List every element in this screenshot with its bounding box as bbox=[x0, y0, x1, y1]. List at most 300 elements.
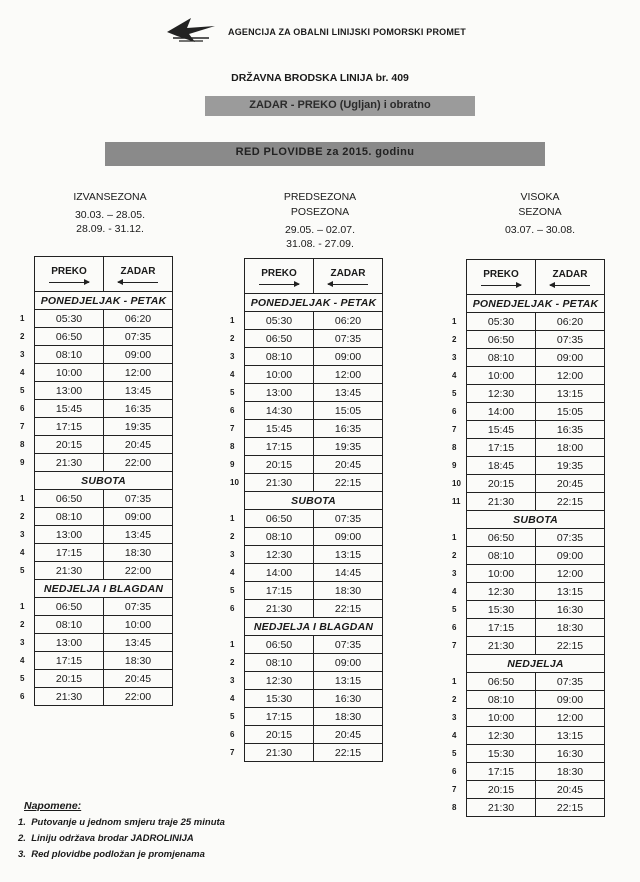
departure-zadar: 09:00 bbox=[104, 508, 173, 526]
direction-label: ZADAR bbox=[120, 265, 156, 277]
row-number: 1 bbox=[230, 514, 235, 523]
departure-zadar: 13:45 bbox=[104, 382, 173, 400]
table-row bbox=[20, 364, 173, 382]
departure-zadar: 13:15 bbox=[536, 727, 605, 745]
departure-preko: 13:00 bbox=[35, 634, 104, 652]
season-name: SEZONA bbox=[518, 206, 562, 218]
season-dates bbox=[250, 223, 390, 251]
departure-zadar: 16:30 bbox=[536, 601, 605, 619]
season-date-range: 28.09. - 31.12. bbox=[76, 223, 144, 235]
departure-preko: 06:50 bbox=[467, 331, 536, 349]
table-row bbox=[452, 673, 605, 691]
table-row bbox=[230, 312, 383, 330]
departure-preko: 08:10 bbox=[245, 348, 314, 366]
departure-preko: 14:30 bbox=[245, 402, 314, 420]
departure-preko: 21:30 bbox=[245, 474, 314, 492]
departure-preko: 10:00 bbox=[245, 366, 314, 384]
section-title: SUBOTA bbox=[467, 511, 605, 529]
season-name: PREDSEZONA bbox=[283, 191, 357, 203]
table-row bbox=[452, 349, 605, 367]
departure-preko: 06:50 bbox=[467, 673, 536, 691]
table-row bbox=[230, 348, 383, 366]
row-number: 4 bbox=[230, 694, 235, 703]
departure-preko: 21:30 bbox=[35, 454, 104, 472]
table-row bbox=[230, 438, 383, 456]
departure-zadar: 07:35 bbox=[104, 490, 173, 508]
table-row bbox=[230, 708, 383, 726]
departure-zadar: 12:00 bbox=[314, 366, 383, 384]
row-number: 10 bbox=[230, 478, 239, 487]
row-number: 8 bbox=[452, 803, 457, 812]
departure-zadar: 06:20 bbox=[314, 312, 383, 330]
departure-preko: 21:30 bbox=[467, 637, 536, 655]
row-number: 5 bbox=[20, 674, 25, 683]
notes-section bbox=[18, 800, 225, 860]
section-title: SUBOTA bbox=[245, 492, 383, 510]
note-text: Red plovidbe podložan je promjenama bbox=[31, 849, 205, 860]
departure-preko: 21:30 bbox=[245, 600, 314, 618]
departure-preko: 08:10 bbox=[467, 691, 536, 709]
direction-label: PREKO bbox=[51, 265, 87, 277]
row-number-blank bbox=[20, 580, 35, 598]
departure-preko: 15:45 bbox=[35, 400, 104, 418]
row-number: 3 bbox=[20, 350, 25, 359]
departure-preko: 06:50 bbox=[35, 598, 104, 616]
table-row bbox=[20, 688, 173, 706]
departure-zadar: 09:00 bbox=[536, 691, 605, 709]
direction-preko bbox=[35, 257, 104, 292]
arrow-right-icon bbox=[259, 284, 299, 285]
table-row bbox=[452, 601, 605, 619]
table-row bbox=[452, 691, 605, 709]
row-number: 3 bbox=[452, 569, 457, 578]
row-number: 4 bbox=[230, 568, 235, 577]
departure-preko: 08:10 bbox=[467, 547, 536, 565]
departure-preko: 20:15 bbox=[245, 726, 314, 744]
table-row bbox=[230, 510, 383, 528]
departure-preko: 21:30 bbox=[467, 799, 536, 817]
row-number: 5 bbox=[230, 712, 235, 721]
table-row bbox=[20, 436, 173, 454]
departure-preko: 20:15 bbox=[467, 781, 536, 799]
row-number: 5 bbox=[20, 386, 25, 395]
departure-preko: 13:00 bbox=[245, 384, 314, 402]
row-number: 3 bbox=[452, 713, 457, 722]
section-header-row bbox=[20, 472, 173, 490]
section-header-row bbox=[452, 295, 605, 313]
table-row bbox=[20, 634, 173, 652]
section-header-row bbox=[230, 492, 383, 510]
departure-preko: 17:15 bbox=[35, 544, 104, 562]
departure-preko: 21:30 bbox=[35, 562, 104, 580]
row-number: 1 bbox=[20, 602, 25, 611]
departure-zadar: 22:00 bbox=[104, 688, 173, 706]
row-number: 6 bbox=[20, 692, 25, 701]
departure-preko: 06:50 bbox=[245, 510, 314, 528]
table-row bbox=[20, 490, 173, 508]
row-number-blank bbox=[452, 295, 467, 313]
departure-zadar: 18:00 bbox=[536, 439, 605, 457]
season-header bbox=[470, 190, 610, 237]
table-row bbox=[230, 726, 383, 744]
departure-preko: 15:30 bbox=[467, 745, 536, 763]
table-row bbox=[230, 402, 383, 420]
table-row bbox=[452, 331, 605, 349]
departure-zadar: 12:00 bbox=[536, 367, 605, 385]
table-row bbox=[230, 384, 383, 402]
direction-label: ZADAR bbox=[552, 268, 588, 280]
direction-zadar bbox=[104, 257, 173, 292]
row-number: 4 bbox=[20, 548, 25, 557]
row-number: 5 bbox=[452, 389, 457, 398]
row-number: 8 bbox=[452, 443, 457, 452]
direction-zadar bbox=[536, 260, 605, 295]
departure-zadar: 20:45 bbox=[314, 726, 383, 744]
departure-preko: 06:50 bbox=[245, 636, 314, 654]
row-number-blank bbox=[230, 294, 245, 312]
arrow-right-icon bbox=[481, 285, 521, 286]
table-row bbox=[452, 637, 605, 655]
departure-preko: 13:00 bbox=[35, 382, 104, 400]
departure-preko: 08:10 bbox=[35, 346, 104, 364]
departure-zadar: 09:00 bbox=[314, 654, 383, 672]
row-number: 2 bbox=[20, 332, 25, 341]
row-number-blank bbox=[20, 472, 35, 490]
arrow-left-icon bbox=[328, 284, 368, 285]
departure-preko: 08:10 bbox=[245, 654, 314, 672]
departure-preko: 05:30 bbox=[467, 313, 536, 331]
section-header-row bbox=[230, 618, 383, 636]
departure-zadar: 16:35 bbox=[314, 420, 383, 438]
season-name: POSEZONA bbox=[290, 206, 350, 218]
row-number: 6 bbox=[452, 767, 457, 776]
table-row bbox=[230, 456, 383, 474]
departure-preko: 20:15 bbox=[245, 456, 314, 474]
departure-preko: 15:30 bbox=[245, 690, 314, 708]
table-row bbox=[452, 745, 605, 763]
departure-preko: 10:00 bbox=[467, 367, 536, 385]
season-date-range: 03.07. – 30.08. bbox=[504, 224, 576, 236]
row-number-blank bbox=[452, 511, 467, 529]
table-row bbox=[20, 346, 173, 364]
season-date-range: 31.08. - 27.09. bbox=[286, 238, 354, 250]
departure-zadar: 13:15 bbox=[314, 672, 383, 690]
departure-preko: 20:15 bbox=[35, 670, 104, 688]
departure-zadar: 09:00 bbox=[314, 348, 383, 366]
departure-preko: 17:15 bbox=[467, 439, 536, 457]
table-row bbox=[452, 709, 605, 727]
arrow-left-icon bbox=[550, 285, 590, 286]
row-number: 10 bbox=[452, 479, 461, 488]
table-row bbox=[20, 670, 173, 688]
departure-zadar: 16:35 bbox=[104, 400, 173, 418]
table-row bbox=[20, 526, 173, 544]
schedule-title: RED PLOVIDBE za 2015. godinu bbox=[235, 146, 415, 158]
table-row bbox=[452, 493, 605, 511]
line-number: DRŽAVNA BRODSKA LINIJA br. 409 bbox=[231, 72, 409, 84]
table-row bbox=[452, 367, 605, 385]
table-row bbox=[452, 439, 605, 457]
table-row bbox=[230, 366, 383, 384]
table-row bbox=[20, 544, 173, 562]
departure-zadar: 13:45 bbox=[104, 634, 173, 652]
table-row bbox=[230, 330, 383, 348]
table-row bbox=[230, 636, 383, 654]
direction-label: ZADAR bbox=[330, 267, 366, 279]
row-number: 4 bbox=[230, 370, 235, 379]
row-number: 7 bbox=[452, 425, 457, 434]
departure-preko: 12:30 bbox=[245, 672, 314, 690]
departure-zadar: 19:35 bbox=[314, 438, 383, 456]
arrow-left-icon bbox=[118, 282, 158, 283]
row-number: 7 bbox=[230, 424, 235, 433]
departure-preko: 20:15 bbox=[35, 436, 104, 454]
departure-preko: 15:30 bbox=[467, 601, 536, 619]
departure-preko: 10:00 bbox=[35, 364, 104, 382]
season-name: IZVANSEZONA bbox=[73, 191, 147, 203]
departure-zadar: 12:00 bbox=[104, 364, 173, 382]
departure-preko: 15:45 bbox=[245, 420, 314, 438]
row-number: 7 bbox=[452, 785, 457, 794]
row-number: 3 bbox=[230, 550, 235, 559]
departure-zadar: 16:30 bbox=[314, 690, 383, 708]
row-number: 7 bbox=[20, 422, 25, 431]
table-row bbox=[20, 310, 173, 328]
table-row bbox=[452, 763, 605, 781]
row-number: 6 bbox=[452, 623, 457, 632]
row-number: 6 bbox=[20, 404, 25, 413]
row-number: 1 bbox=[452, 677, 457, 686]
departure-preko: 08:10 bbox=[245, 528, 314, 546]
row-number: 1 bbox=[20, 494, 25, 503]
direction-row bbox=[230, 259, 383, 294]
departure-preko: 17:15 bbox=[467, 763, 536, 781]
direction-row bbox=[452, 260, 605, 295]
departure-zadar: 14:45 bbox=[314, 564, 383, 582]
departure-preko: 21:30 bbox=[245, 744, 314, 762]
departure-zadar: 06:20 bbox=[536, 313, 605, 331]
departure-preko: 14:00 bbox=[467, 403, 536, 421]
departure-preko: 17:15 bbox=[245, 582, 314, 600]
table-row bbox=[20, 508, 173, 526]
row-number: 2 bbox=[452, 551, 457, 560]
departure-zadar: 20:45 bbox=[104, 670, 173, 688]
row-number: 9 bbox=[230, 460, 235, 469]
row-number-blank bbox=[230, 492, 245, 510]
table-row bbox=[20, 418, 173, 436]
departure-zadar: 07:35 bbox=[314, 636, 383, 654]
row-number: 4 bbox=[452, 587, 457, 596]
departure-zadar: 20:45 bbox=[536, 475, 605, 493]
departure-preko: 10:00 bbox=[467, 709, 536, 727]
departure-zadar: 20:45 bbox=[104, 436, 173, 454]
section-title: PONEDJELJAK - PETAK bbox=[467, 295, 605, 313]
departure-zadar: 09:00 bbox=[536, 547, 605, 565]
row-number-blank bbox=[20, 292, 35, 310]
season-name: VISOKA bbox=[520, 191, 560, 203]
row-number: 5 bbox=[230, 388, 235, 397]
departure-zadar: 12:00 bbox=[536, 709, 605, 727]
departure-zadar: 22:15 bbox=[536, 493, 605, 511]
table-row bbox=[20, 598, 173, 616]
note-text: Liniju održava brodar JADROLINIJA bbox=[31, 833, 194, 844]
departure-preko: 15:45 bbox=[467, 421, 536, 439]
departure-zadar: 19:35 bbox=[536, 457, 605, 475]
table-row bbox=[20, 400, 173, 418]
departure-zadar: 16:35 bbox=[536, 421, 605, 439]
departure-preko: 20:15 bbox=[467, 475, 536, 493]
note-item: 1. Putovanje u jednom smjeru traje 25 minuta bbox=[18, 817, 225, 828]
departure-zadar: 22:15 bbox=[314, 474, 383, 492]
departure-zadar: 15:05 bbox=[536, 403, 605, 421]
season-date-range: 29.05. – 02.07. bbox=[284, 224, 356, 236]
row-number: 3 bbox=[230, 676, 235, 685]
row-number: 6 bbox=[230, 730, 235, 739]
row-number: 6 bbox=[230, 604, 235, 613]
arrow-right-icon bbox=[49, 282, 89, 283]
row-number: 4 bbox=[452, 371, 457, 380]
departure-preko: 06:50 bbox=[467, 529, 536, 547]
table-row bbox=[452, 781, 605, 799]
section-header-row bbox=[230, 294, 383, 312]
row-number: 6 bbox=[452, 407, 457, 416]
row-number: 7 bbox=[452, 641, 457, 650]
direction-preko bbox=[467, 260, 536, 295]
table-row bbox=[20, 382, 173, 400]
departure-preko: 21:30 bbox=[467, 493, 536, 511]
departure-preko: 13:00 bbox=[35, 526, 104, 544]
departure-zadar: 22:15 bbox=[314, 744, 383, 762]
departure-preko: 17:15 bbox=[245, 708, 314, 726]
departure-preko: 17:15 bbox=[245, 438, 314, 456]
departure-preko: 17:15 bbox=[35, 418, 104, 436]
departure-preko: 17:15 bbox=[467, 619, 536, 637]
departure-zadar: 09:00 bbox=[536, 349, 605, 367]
note-text: Putovanje u jednom smjeru traje 25 minuta bbox=[31, 817, 225, 828]
table-row bbox=[230, 672, 383, 690]
row-number: 2 bbox=[20, 620, 25, 629]
direction-row bbox=[20, 257, 173, 292]
row-number: 6 bbox=[230, 406, 235, 415]
notes-title: Napomene: bbox=[24, 800, 82, 812]
row-number-blank bbox=[230, 259, 245, 294]
table-row bbox=[20, 616, 173, 634]
row-number: 2 bbox=[230, 334, 235, 343]
row-number: 2 bbox=[452, 695, 457, 704]
departure-zadar: 07:35 bbox=[536, 673, 605, 691]
departure-preko: 17:15 bbox=[35, 652, 104, 670]
row-number: 1 bbox=[452, 533, 457, 542]
row-number: 1 bbox=[230, 640, 235, 649]
season-dates bbox=[470, 223, 610, 237]
row-number: 5 bbox=[452, 605, 457, 614]
departure-preko: 08:10 bbox=[35, 508, 104, 526]
table-row bbox=[452, 799, 605, 817]
row-number: 8 bbox=[230, 442, 235, 451]
table-row bbox=[452, 565, 605, 583]
departure-zadar: 18:30 bbox=[104, 652, 173, 670]
departure-preko: 12:30 bbox=[467, 727, 536, 745]
departure-zadar: 18:30 bbox=[536, 619, 605, 637]
departure-zadar: 09:00 bbox=[104, 346, 173, 364]
departure-zadar: 07:35 bbox=[314, 510, 383, 528]
departure-preko: 12:30 bbox=[245, 546, 314, 564]
table-row bbox=[452, 619, 605, 637]
table-row bbox=[452, 385, 605, 403]
section-title: NEDJELJA I BLAGDAN bbox=[35, 580, 173, 598]
direction-zadar bbox=[314, 259, 383, 294]
direction-preko bbox=[245, 259, 314, 294]
direction-label: PREKO bbox=[483, 268, 519, 280]
note-item: 2. Liniju održava brodar JADROLINIJA bbox=[18, 833, 194, 844]
row-number: 5 bbox=[20, 566, 25, 575]
departure-zadar: 20:45 bbox=[314, 456, 383, 474]
table-row bbox=[452, 457, 605, 475]
row-number: 4 bbox=[20, 368, 25, 377]
row-number: 4 bbox=[452, 731, 457, 740]
row-number: 3 bbox=[20, 530, 25, 539]
departure-zadar: 09:00 bbox=[314, 528, 383, 546]
departure-preko: 06:50 bbox=[35, 490, 104, 508]
season-dates bbox=[40, 208, 180, 236]
departure-preko: 05:30 bbox=[245, 312, 314, 330]
departure-zadar: 19:35 bbox=[104, 418, 173, 436]
table-row bbox=[230, 420, 383, 438]
route-title: ZADAR - PREKO (Ugljan) i obratno bbox=[249, 99, 431, 111]
note-item: 3. Red plovidbe podložan je promjenama bbox=[18, 849, 205, 860]
table-row bbox=[452, 475, 605, 493]
section-header-row bbox=[20, 580, 173, 598]
agency-logo-icon bbox=[165, 14, 217, 44]
departure-zadar: 13:45 bbox=[314, 384, 383, 402]
row-number: 1 bbox=[230, 316, 235, 325]
section-header-row bbox=[452, 511, 605, 529]
row-number: 7 bbox=[230, 748, 235, 757]
row-number: 2 bbox=[452, 335, 457, 344]
departure-zadar: 07:35 bbox=[104, 598, 173, 616]
row-number: 5 bbox=[230, 586, 235, 595]
timetable bbox=[452, 259, 605, 817]
departure-zadar: 06:20 bbox=[104, 310, 173, 328]
departure-zadar: 13:15 bbox=[536, 583, 605, 601]
departure-preko: 10:00 bbox=[467, 565, 536, 583]
row-number: 9 bbox=[452, 461, 457, 470]
table-row bbox=[230, 528, 383, 546]
table-row bbox=[230, 690, 383, 708]
departure-preko: 08:10 bbox=[467, 349, 536, 367]
departure-preko: 08:10 bbox=[35, 616, 104, 634]
departure-zadar: 22:00 bbox=[104, 562, 173, 580]
row-number-blank bbox=[20, 257, 35, 292]
table-row bbox=[230, 600, 383, 618]
row-number: 1 bbox=[20, 314, 25, 323]
row-number-blank bbox=[452, 655, 467, 673]
departure-zadar: 07:35 bbox=[314, 330, 383, 348]
table-row bbox=[230, 654, 383, 672]
row-number: 9 bbox=[20, 458, 25, 467]
table-row bbox=[452, 403, 605, 421]
row-number: 5 bbox=[452, 749, 457, 758]
section-header-row bbox=[20, 292, 173, 310]
table-row bbox=[452, 583, 605, 601]
section-title: PONEDJELJAK - PETAK bbox=[35, 292, 173, 310]
document-header bbox=[0, 0, 640, 175]
table-row bbox=[20, 454, 173, 472]
row-number-blank bbox=[452, 260, 467, 295]
departure-preko: 12:30 bbox=[467, 385, 536, 403]
season-header bbox=[40, 190, 180, 236]
section-title: NEDJELJA I BLAGDAN bbox=[245, 618, 383, 636]
